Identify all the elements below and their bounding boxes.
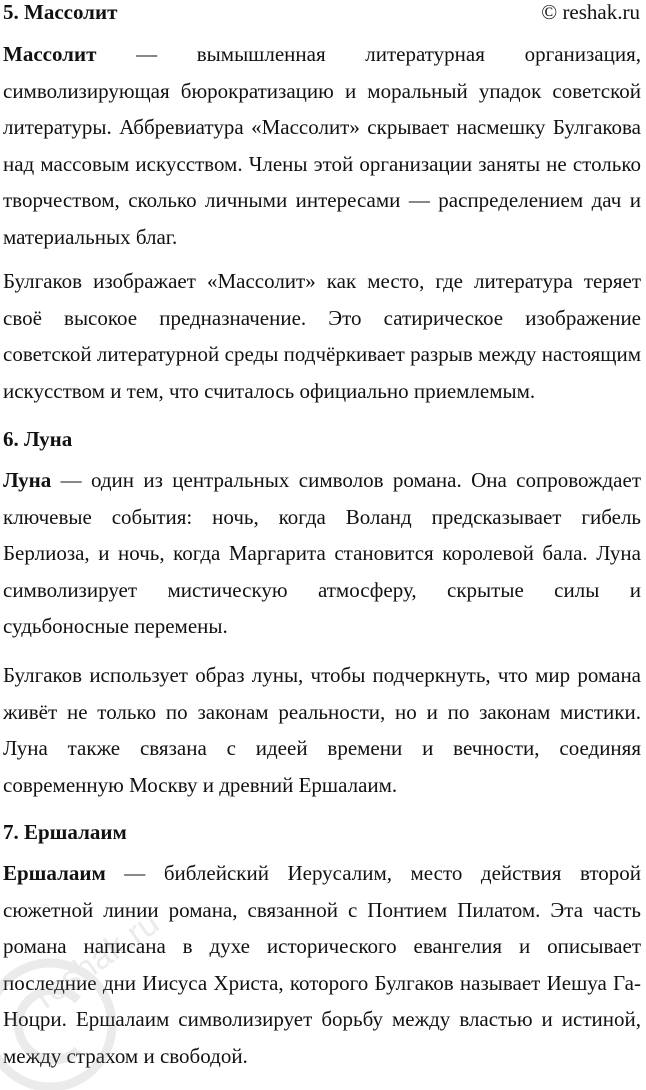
copyright-label: © reshak.ru — [541, 0, 640, 24]
section-heading-luna: 6. Луна — [3, 427, 73, 451]
paragraph-text: Булгаков использует образ луны, чтобы подчеркнуть, что мир романа живёт не только по законам реальности, но и по законам мистики. Луна также связана с идеей времени и вечности, соединяя современную Москву и древний Ершалаим. — [3, 663, 641, 797]
term-ershalaim: Ершалаим — [3, 861, 106, 885]
paragraph-luna-definition — [3, 462, 641, 645]
paragraph-text: Булгаков изображает «Массолит» как место, где литература теряет своё высокое предназначение. Это сатирическое изображение советской литературной среды подчёркивает разрыв между настоящим искусством и тем, что считалось официально приемлемым. — [3, 269, 641, 403]
paragraph-massolit-definition — [3, 36, 641, 255]
paragraph-massolit-analysis — [3, 263, 641, 409]
paragraph-ershalaim-definition — [3, 855, 641, 1074]
paragraph-text: — библейский Иерусалим, место действия второй сюжетной линии романа, связанной с Понтием Пилатом. Эта часть романа написана в духе исторического евангелия и описывает последние дни Иисуса Христа, которого Булгаков называет Иешуа Га-Ноцри. Ершалаим символизирует борьбу между властью и истиной, между страхом и свободой. — [3, 861, 641, 1068]
watermark-text: reshak.ru — [28, 903, 167, 1017]
paragraph-text: — один из центральных символов романа. Она сопровождает ключевые события: ночь, когда Воланд предсказывает гибель Берлиоза, и ночь, когда Маргарита становится королевой бала. Луна символизирует мистическую атмосферу, скрытые силы и судьбоносные перемены. — [3, 468, 641, 638]
paragraph-luna-analysis — [3, 657, 641, 803]
term-luna: Луна — [3, 468, 52, 492]
section-heading-ershalaim: 7. Ершалаим — [3, 820, 127, 844]
term-massolit: Массолит — [3, 42, 97, 66]
paragraph-text: — вымышленная литературная организация, символизирующая бюрократизацию и моральный упадок советской литературы. Аббревиатура «Массолит» скрывает насмешку Булгакова над массовым искусством. Члены этой организации заняты не столько творчеством, сколько личными интересами — распределением дач и материальных благ. — [3, 42, 641, 249]
section-heading-massolit: 5. Массолит — [3, 0, 118, 24]
